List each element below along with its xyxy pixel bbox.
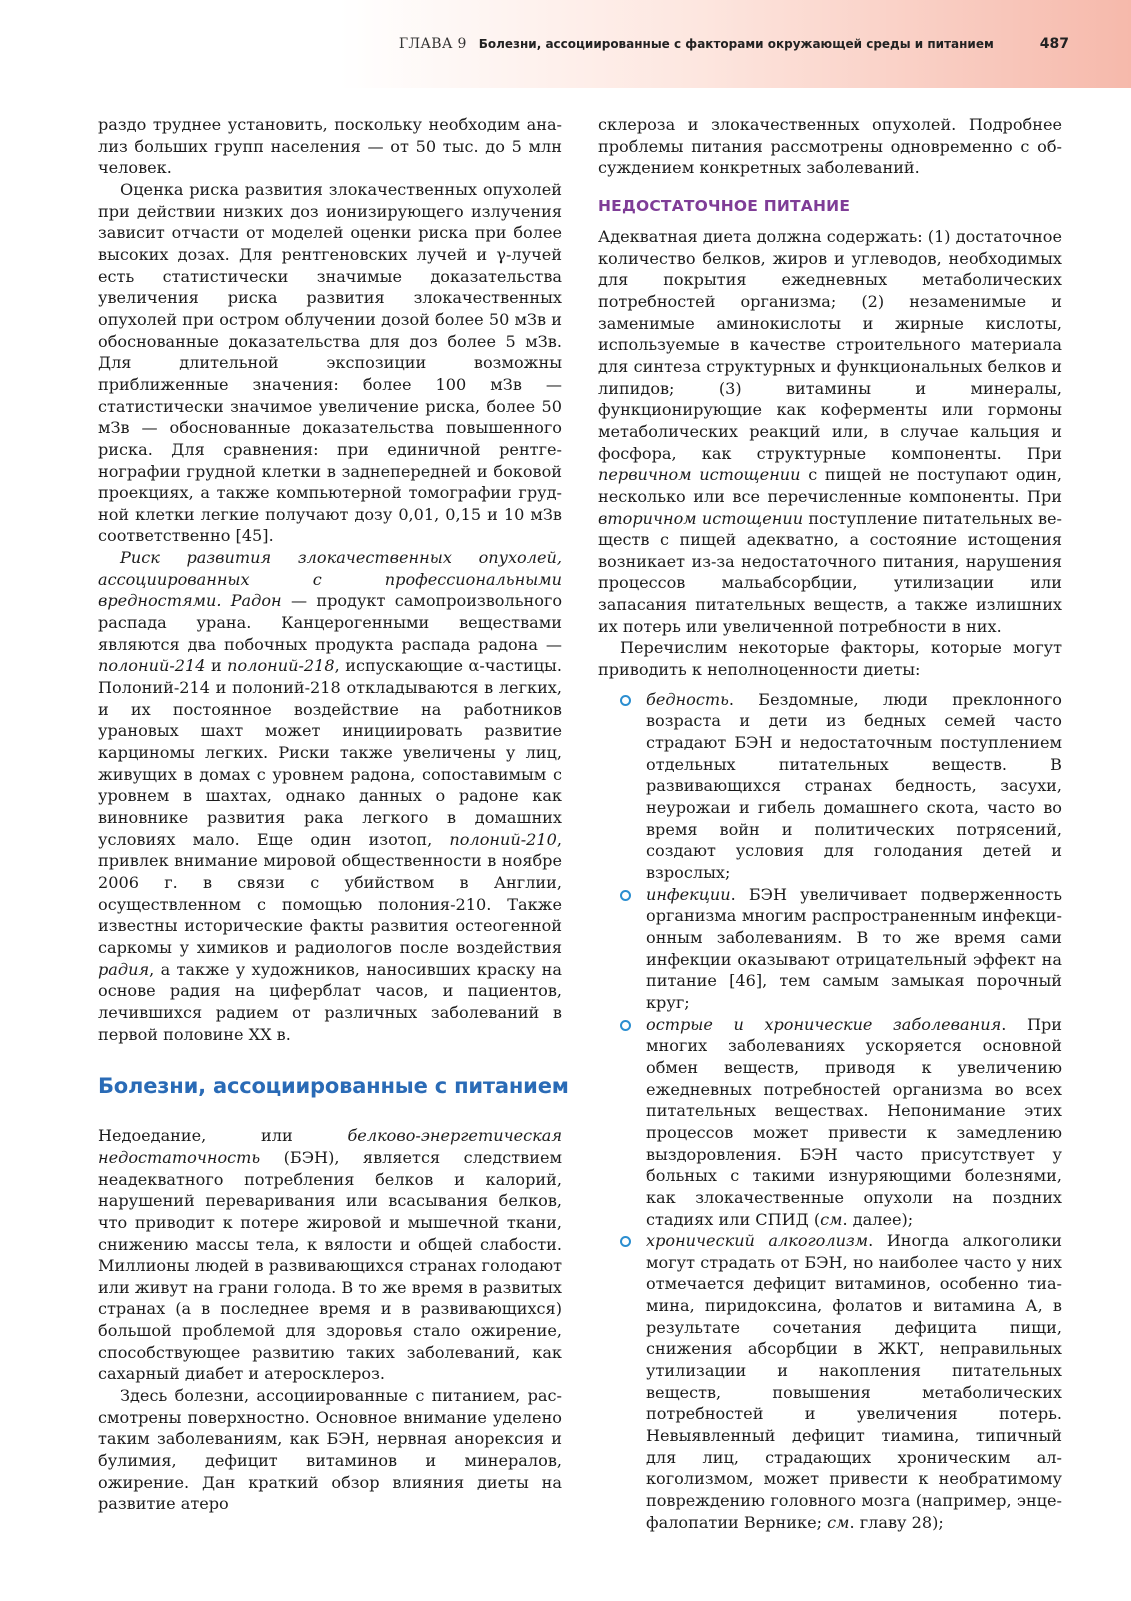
chapter-title: Болезни, ассоциированные с факторами окружающей среды и питанием — [478, 37, 994, 51]
list-item — [646, 1230, 1062, 1533]
list-item — [646, 1014, 1062, 1231]
text-run: и — [205, 656, 228, 676]
running-head — [0, 36, 1069, 52]
inline-emphasis: см — [827, 1512, 850, 1532]
subsection-heading: НЕДОСТАТОЧНОЕ ПИТАНИЕ — [598, 196, 851, 215]
text-run: . далее); — [842, 1209, 914, 1229]
paragraph: Здесь болезни, ассоциированные с питанием, рассмотрены поверхностно. Основное внимание уделено таким заболеваниям, как БЭН, нервная анорексия и булимия, дефицит витаминов и минералов, ожирение. Дан краткий обзор влияния диеты на развитие атеро — [98, 1386, 562, 1514]
inline-emphasis: белково-энергетическая недостаточность — [98, 1126, 562, 1167]
bullet-icon — [620, 1020, 631, 1031]
inline-emphasis: вторичном истощении — [598, 508, 804, 528]
inline-emphasis: радия — [98, 959, 150, 979]
inline-emphasis: полоний-218 — [227, 656, 335, 676]
text-run: , привлек внимание мировой общественности в ноябре 2006 г. в связи с убийством в Англии, осуществленном с помощью полония-210. Также известны исторические факты развития остеогенной саркомы у химиков и радиологов после воздействия — [98, 829, 562, 957]
bullet-icon — [620, 1236, 631, 1247]
inline-emphasis: полоний-214 — [98, 656, 206, 676]
inline-emphasis: см — [820, 1209, 843, 1229]
page-header — [0, 0, 1131, 88]
page-number: 487 — [1039, 36, 1069, 52]
list-item — [646, 689, 1062, 884]
text-run: , а также у художников, наносивших краску на основе радия на циферблат часов, и пациентов, лечившихся радием от различных заболеваний в первой половине XX в. — [98, 959, 562, 1044]
paragraph: раздо труднее установить, поскольку необходим анализ больших групп населения — от 50 тыс. до 5 млн человек. — [98, 115, 562, 178]
paragraph — [98, 1125, 562, 1385]
paragraph — [598, 226, 1062, 637]
bullet-list — [598, 689, 1062, 1534]
bullet-icon — [620, 890, 631, 901]
text-run: . Бездомные, люди преклонного возраста и дети из бедных семей часто страдают БЭН и недостаточным поступлением отдельных питательных веществ. В развивающихся странах бедность, засухи, неурожаи и гибель домашнего скота, часто во время войн и политических потрясений, создают условия для голодания детей и взрослых; — [646, 689, 1062, 882]
inline-emphasis: хронический алкоголизм — [646, 1231, 869, 1251]
text-run: Адекватная диета должна содержать: (1) достаточное количество белков, жиров и углеводов, необходимых для покрытия ежедневных метаболических потребностей организма; (2) незаменимые и заменимые аминокислоты и жирные кислоты, используемые в качестве строительного материала для синтеза структурных и функциональных белков и липидов; (3) витамины и минералы, функционирующие как коферменты или гормоны метаболических реакций или, в случае кальция и фосфора, как структурные компоненты. При — [598, 226, 1062, 463]
inline-emphasis: инфекции — [646, 884, 731, 904]
chapter-label: ГЛАВА 9 — [398, 36, 467, 52]
text-run: . При многих заболеваниях ускоряется основной обмен веществ, приводя к увеличению ежедневных потребностей организма во всех питательных веществах. Непонимание этих процессов может привести к замедлению выздоровления. БЭН часто присутствует у больных с такими изнуряющими болезнями, как злокачественные опухоли на поздних стадиях или СПИД ( — [646, 1014, 1063, 1229]
inline-emphasis: полоний-210 — [449, 829, 557, 849]
text-run: — продукт самопроизвольного распада урана. Канцерогенными веществами являются два побочных продукта распада радона — — [98, 591, 563, 654]
text-run: (БЭН), является следствием неадекватного потребления белков и калорий, нарушений переваривания или всасывания белков, что приводит к потере жировой и мышечной ткани, снижению массы тела, к вялости и общей слабости. Миллионы людей в развивающихся странах голодают или живут на грани голода. В то же время в развитых странах (а в последнее время и в развивающихся) большой проблемой для здоровья стало ожирение, способствующее развитию таких заболеваний, как сахарный диабет и атеросклероз. — [98, 1147, 562, 1384]
text-run: поступление питательных веществ с пищей адекватно, а состояние истощения возникает из-за недостаточного питания, нарушения процессов мальабсорбции, утилизации или запасания питательных веществ, а также излишних их потерь или увеличенной потребности в них. — [598, 508, 1062, 636]
text-run: , испускающие α-частицы. Полоний-214 и полоний-218 откладываются в легких, и их постоянное воздействие на работников урановых шахт может инициировать развитие карциномы легких. Риски также увеличены у лиц, живущих в домах с уровнем радона, сопоставимым с уровнем в шахтах, однако данных о радоне как виновнике развития рака легкого в домашних условиях мало. Еще один изотоп, — [98, 656, 562, 849]
inline-emphasis: острые и хронические заболевания — [646, 1014, 1002, 1034]
paragraph: склероза и злокачественных опухолей. Подробнее проблемы питания рассмотрены одновременно с обсуждением конкретных заболеваний. — [598, 115, 1062, 178]
text-run: . главу 28); — [849, 1512, 944, 1532]
right-column — [598, 114, 1062, 1533]
section-heading: Болезни, ассоциированные с питанием — [98, 1074, 569, 1099]
text-run: с пищей не поступают один, несколько или все перечисленные компоненты. При — [598, 465, 1062, 506]
list-item — [646, 884, 1062, 1014]
inline-emphasis: Риск развития злокачественных опухолей, ассоциированных с профессиональными вредностями. Радон — [98, 548, 562, 611]
text-run: Недоедание, или — [98, 1126, 348, 1146]
text-run: . БЭН увеличивает подверженность организма многим распространенным инфекционным заболеваниям. В то же время сами инфекции оказывают отрицательный эффект на питание [46], тем самым замыкая порочный круг; — [646, 884, 1062, 1012]
inline-emphasis: бедность — [646, 689, 729, 709]
bullet-icon — [620, 695, 631, 706]
inline-emphasis: первичном истощении — [598, 465, 801, 485]
paragraph: Перечислим некоторые факторы, которые могут приводить к неполноценности диеты: — [598, 638, 1062, 680]
text-run: . Иногда алкоголики могут страдать от БЭН, но наиболее часто у них отмечается дефицит витаминов, особенно тиамина, пиридоксина, фолатов и витамина А, в результате сочетания дефицита пищи, снижения абсорбции в ЖКТ, неправильных утилизации и накопления питательных веществ, повышения метаболических потребностей и увеличения потерь. Невыявленный дефицит тиамина, типичный для лиц, страдающих хроническим алкоголизмом, может привести к необратимому повреждению головного мозга (например, энцефалопатии Вернике; — [646, 1231, 1062, 1532]
paragraph-radon — [98, 547, 562, 1045]
left-column — [98, 114, 569, 1515]
paragraph: Оценка риска развития злокачественных опухолей при действии низких доз ионизирующего излучения зависит отчасти от моделей оценки риска при более высоких дозах. Для рентгеновских лучей и γ-лучей есть статистически значимые доказательства увеличения риска развития злокачественных опухолей при остром облучении дозой более 50 мЗв и обоснованные доказательства для доз более 5 мЗв. Для длительной экспозиции возможны приближенные значения: более 100 мЗв — статистически значимое увеличение риска, более 50 мЗв — обоснованные доказательства повышенного риска. Для сравнения: при единичной рентгенографии грудной клетки в заднепередней и боковой проекциях, а также компьютерной томографии грудной клетки легкие получают дозу 0,01, 0,15 и 10 мЗв соответственно [45]. — [98, 179, 562, 546]
